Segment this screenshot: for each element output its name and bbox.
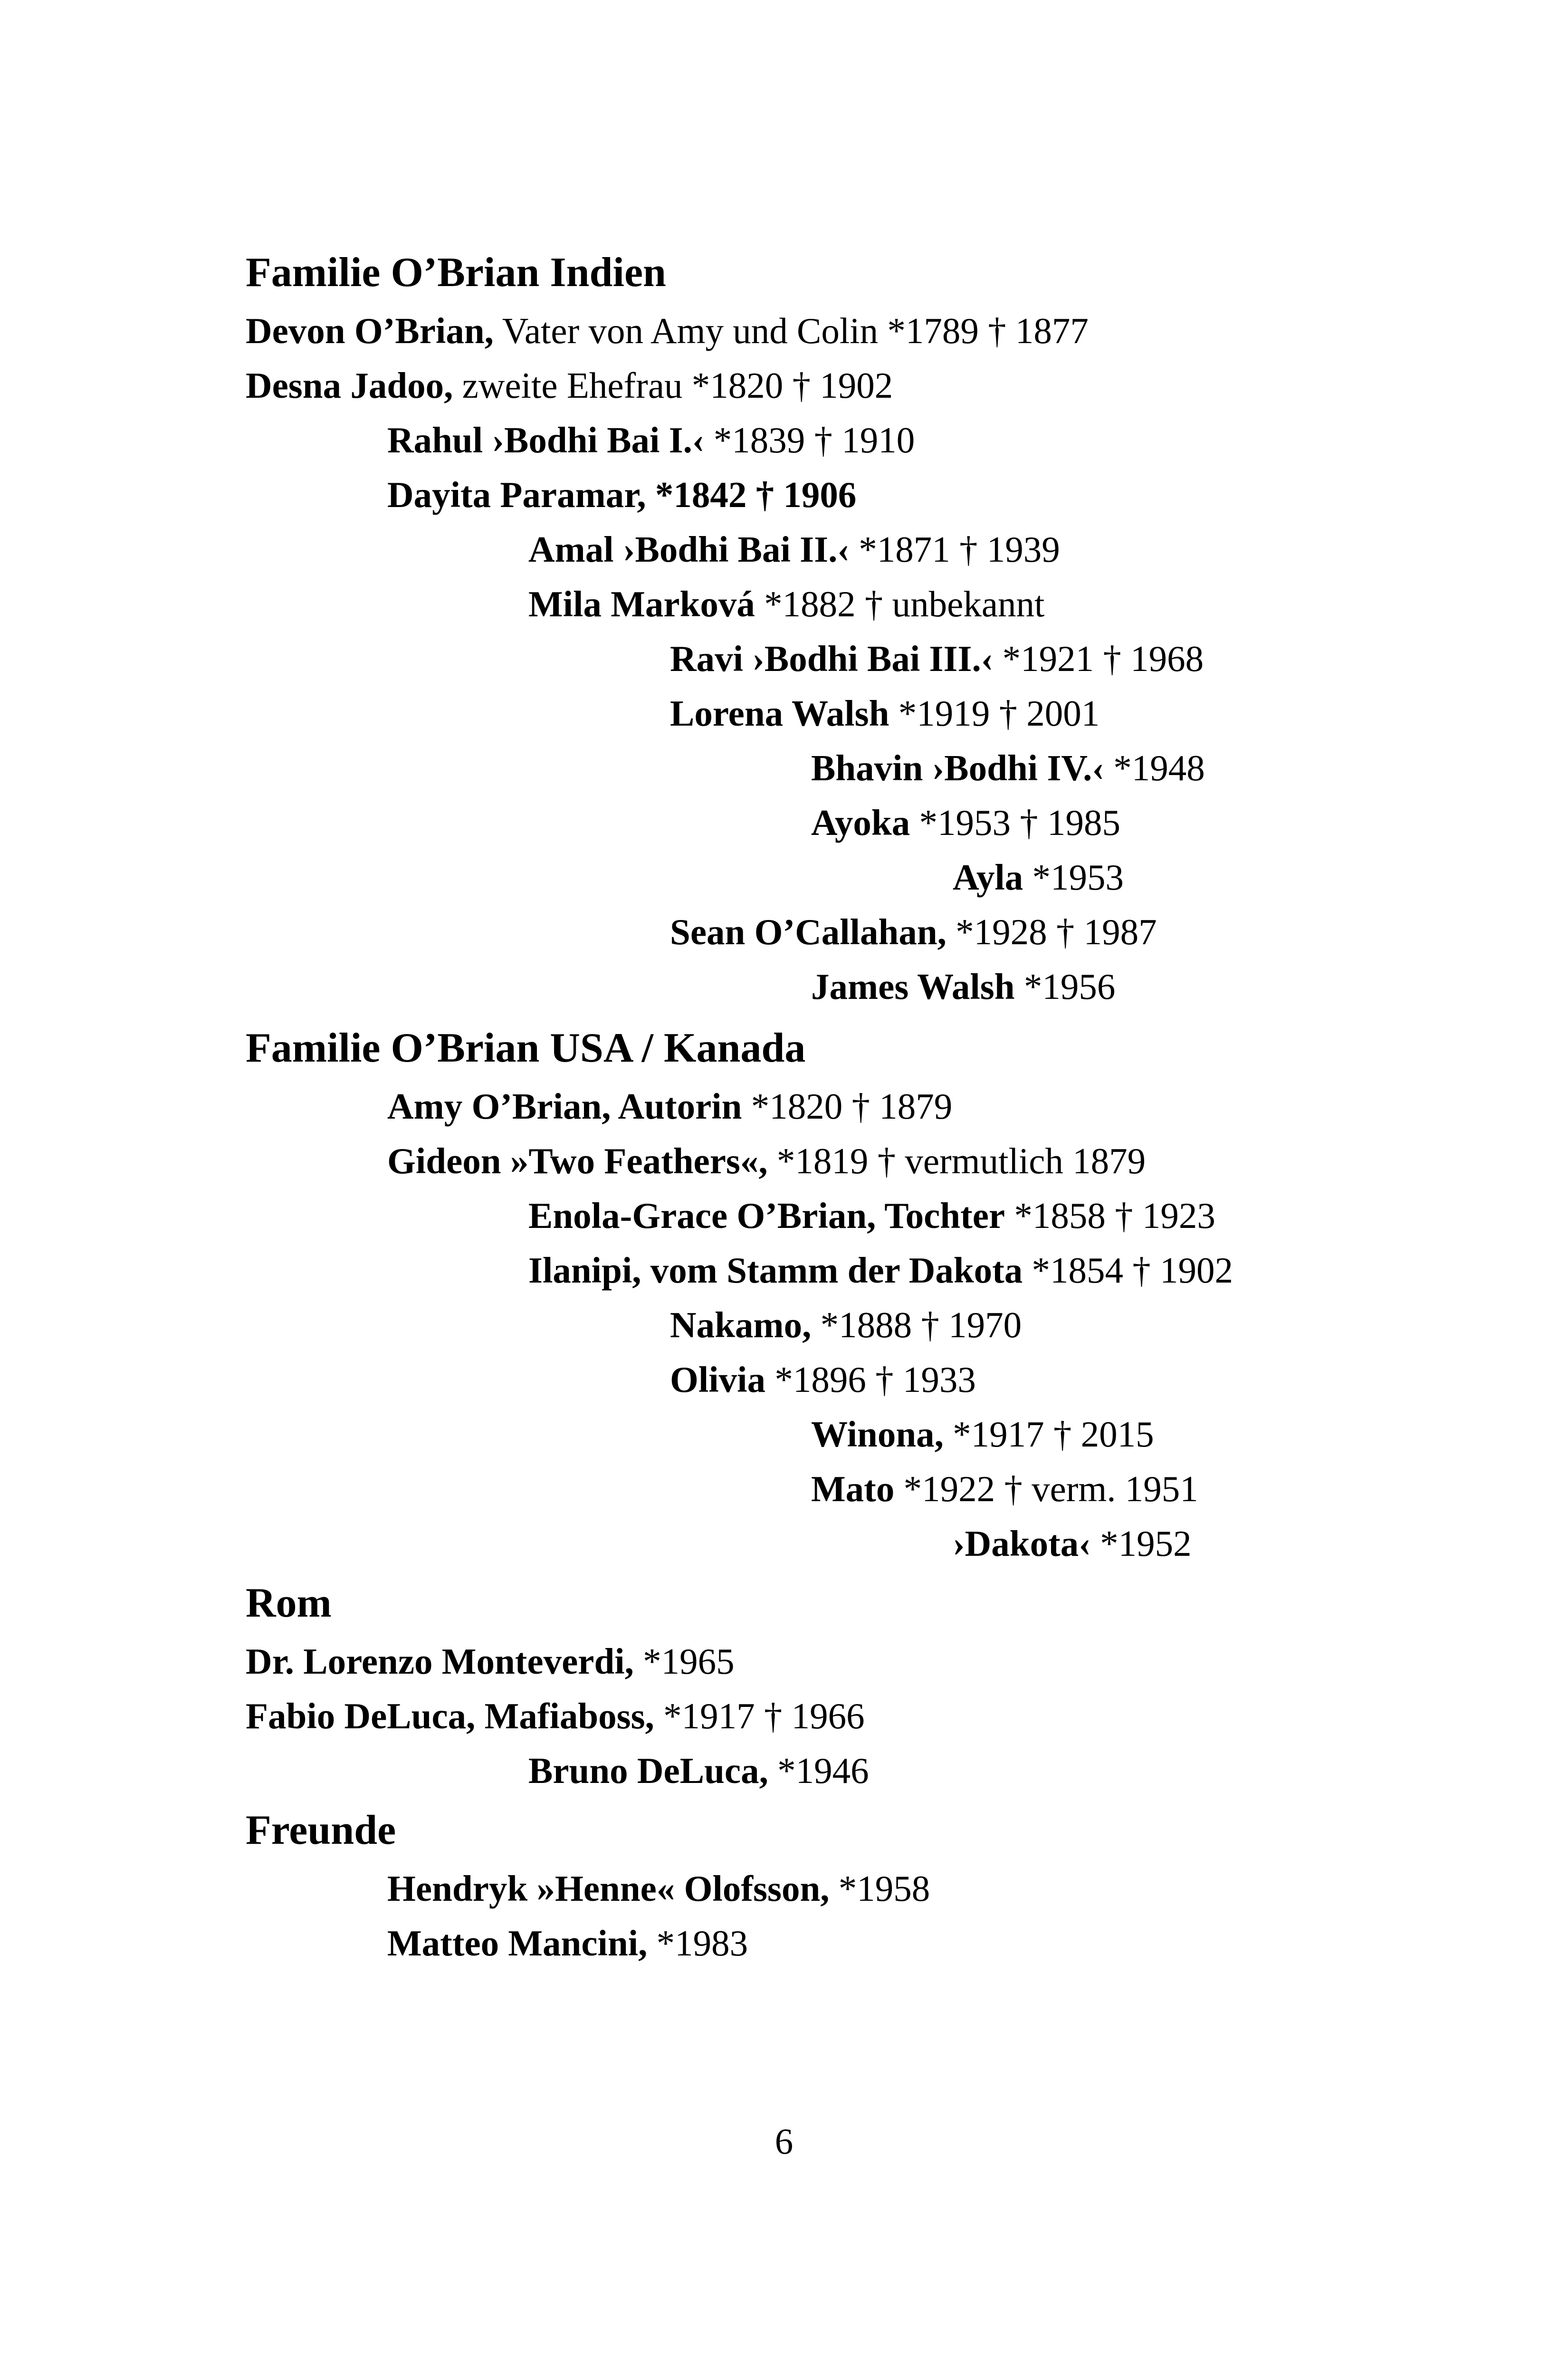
entry-name: Enola-Grace O’Brian, Tochter (528, 1195, 1005, 1236)
entry-name: Olivia (670, 1359, 766, 1400)
entry-details: *1958 (829, 1868, 930, 1909)
list-item (387, 1140, 1146, 1181)
entry-name: ›Dakota‹ (953, 1523, 1091, 1564)
entry-details: *1983 (647, 1923, 748, 1964)
list-item (811, 1416, 1154, 1453)
list-item (528, 586, 1044, 623)
list-item (387, 1088, 952, 1125)
list-item (387, 1925, 748, 1962)
page-number: 6 (774, 2121, 794, 2162)
entry-name: Nakamo, (670, 1304, 812, 1345)
entry-name: Fabio DeLuca, Mafiaboss, (246, 1696, 654, 1736)
entry-details: *1888 † 1970 (811, 1304, 1022, 1345)
entry-name: Rahul ›Bodhi Bai I.‹ (387, 420, 705, 460)
entry-details: *1882 † unbekannt (755, 584, 1045, 624)
entry-name: James Walsh (811, 966, 1015, 1007)
list-item (670, 911, 1157, 952)
list-item (670, 695, 1100, 732)
section-heading-obrian-usa-kanada: Familie O’Brian USA / Kanada (246, 1025, 806, 1071)
entry-name: Bhavin ›Bodhi IV.‹ (811, 747, 1104, 788)
entry-name: Desna Jadoo, (246, 365, 453, 406)
list-item (528, 531, 1060, 568)
entry-details: *1871 † 1939 (850, 529, 1060, 570)
entry-name: Devon O’Brian, (246, 310, 494, 351)
entry-name: Bruno DeLuca, (528, 1750, 768, 1791)
entry-name: Gideon »Two Feathers«, (387, 1140, 768, 1181)
entry-details: *1953 † 1985 (910, 802, 1120, 843)
entry-details: *1953 (1023, 857, 1124, 898)
list-item (670, 1361, 976, 1398)
entry-name: Winona, (811, 1414, 944, 1455)
entry-name: Sean O’Callahan, (670, 911, 947, 952)
list-item (953, 859, 1124, 896)
list-item (953, 1525, 1192, 1562)
list-item (387, 474, 857, 515)
list-item (387, 1870, 930, 1907)
section-heading-obrian-indien: Familie O’Brian Indien (246, 249, 666, 296)
list-item (811, 747, 1205, 788)
section-heading-freunde: Freunde (246, 1807, 396, 1853)
entry-name: Amal ›Bodhi Bai II.‹ (528, 529, 850, 570)
section-heading-rom: Rom (246, 1580, 332, 1626)
entry-details: *1820 † 1879 (742, 1086, 953, 1127)
entry-details: *1819 † vermutlich 1879 (767, 1140, 1146, 1181)
list-item (246, 310, 1089, 351)
entry-name: Ayla (953, 857, 1023, 898)
entry-details: *1858 † 1923 (1005, 1195, 1215, 1236)
list-item (811, 802, 1120, 843)
entry-details: *1896 † 1933 (765, 1359, 976, 1400)
entry-details: *1965 (633, 1641, 735, 1682)
entry-details: zweite Ehefrau *1820 † 1902 (453, 365, 893, 406)
entry-details: *1919 † 2001 (889, 693, 1100, 734)
entry-name: Ravi ›Bodhi Bai III.‹ (670, 638, 994, 679)
entry-details: *1854 † 1902 (1023, 1250, 1233, 1291)
entry-name: Dayita Paramar, *1842 † 1906 (387, 474, 857, 515)
list-item (528, 1252, 1233, 1289)
entry-name: Lorena Walsh (670, 693, 889, 734)
entry-name: Hendryk »Henne« Olofsson, (387, 1868, 830, 1909)
entry-name: Matteo Mancini, (387, 1923, 648, 1964)
entry-details: *1928 † 1987 (946, 911, 1157, 952)
entry-name: Amy O’Brian, Autorin (387, 1086, 742, 1127)
entry-name: Dr. Lorenzo Monteverdi, (246, 1641, 634, 1682)
list-item (246, 1643, 735, 1680)
entry-details: *1921 † 1968 (993, 638, 1204, 679)
entry-details: *1956 (1014, 966, 1116, 1007)
list-item (528, 1750, 869, 1791)
entry-details: *1946 (768, 1750, 869, 1791)
entry-name: Mila Marková (528, 584, 755, 624)
list-item (670, 638, 1204, 679)
entry-details: *1952 (1090, 1523, 1192, 1564)
entry-details: *1922 † verm. 1951 (894, 1468, 1198, 1509)
entry-details: *1839 † 1910 (704, 420, 915, 460)
list-item (246, 1698, 865, 1734)
entry-name: Ilanipi, vom Stamm der Dakota (528, 1250, 1023, 1291)
list-item (811, 1468, 1198, 1509)
entry-name: Mato (811, 1468, 895, 1509)
entry-name: Ayoka (811, 802, 910, 843)
list-item (246, 367, 893, 404)
entry-details: *1917 † 2015 (943, 1414, 1154, 1455)
entry-details: *1948 (1104, 747, 1205, 788)
list-item (528, 1195, 1215, 1236)
list-item (670, 1304, 1022, 1345)
entry-details: *1917 † 1966 (654, 1696, 865, 1736)
list-item (811, 968, 1115, 1005)
list-item (387, 422, 915, 459)
entry-details: Vater von Amy und Colin *1789 † 1877 (493, 310, 1089, 351)
